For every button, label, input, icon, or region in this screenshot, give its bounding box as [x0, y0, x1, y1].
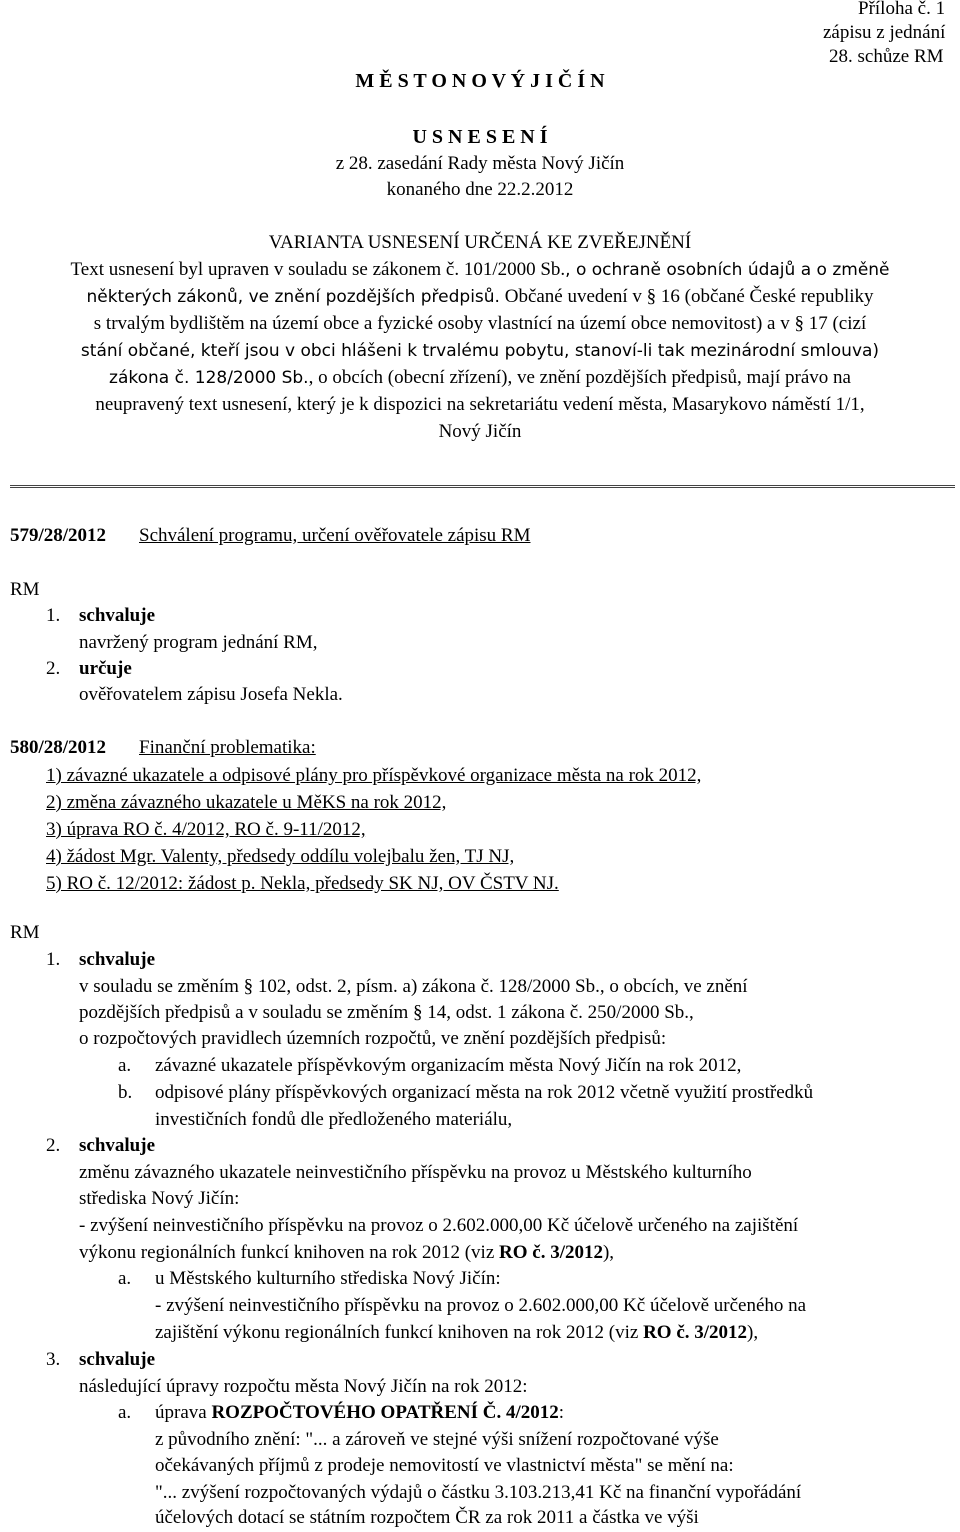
notice-line-3a: s trvalým bydlištěm na území obce a fyzické osoby vlastnící na území obce nemovitost) a v	[93, 313, 795, 334]
sub-item-text: účelových dotací se státním rozpočtem ČR za rok 2011 a částka ve výši	[155, 1507, 699, 1528]
resolution-580-body: RM	[10, 922, 40, 943]
sub-item-text: závazné ukazatele příspěvkovým organizacím města Nový Jičín na rok 2012,	[155, 1055, 742, 1076]
resolution-579-title: Schválení programu, určení ověřovatele zápisu RM	[139, 525, 531, 546]
resolution-580-title: Finanční problematika:	[139, 737, 316, 758]
section-sign-icon: §	[794, 313, 804, 334]
item-text-part: 14, odst. 1 zákona č. 250/2000 Sb.,	[422, 1002, 694, 1023]
notice-line-3b: 17 (cizí	[803, 313, 867, 334]
item-text: střediska Nový Jičín:	[79, 1188, 240, 1209]
topic-item: 3) úprava RO č. 4/2012, RO č. 9-11/2012,	[46, 819, 366, 840]
document-title: U S N E S E N Í	[412, 126, 548, 148]
notice-line-2c: 16 (občané České republiky	[656, 286, 874, 307]
sub-item-text	[155, 1400, 564, 1427]
notice-line-2b: Občané uvedení v	[499, 286, 647, 307]
item-text-part: ),	[747, 1322, 759, 1343]
item-number: 3.	[46, 1349, 61, 1370]
item-text-part: RO č. 3/2012	[643, 1322, 748, 1343]
sub-item-text: u Městského kulturního střediska Nový Jičín:	[155, 1268, 501, 1289]
city-name: M Ě S T O N O V Ý J I Č Í N	[355, 70, 605, 92]
item-verb: schvaluje	[79, 949, 155, 970]
sub-item-letter: a.	[118, 1268, 132, 1289]
item-text-part: úprava	[155, 1402, 212, 1423]
notice-line-2	[0, 284, 960, 311]
notice-line-1	[0, 257, 960, 284]
notice-line-5	[0, 365, 960, 392]
notice-heading: VARIANTA USNESENÍ URČENÁ KE ZVEŘEJNĚNÍ	[268, 232, 692, 253]
item-verb: určuje	[79, 658, 132, 679]
item-text-part: ROZPOČTOVÉHO OPATŘENÍ Č. 4/2012	[211, 1402, 559, 1423]
item-text: navržený program jednání RM,	[79, 632, 318, 653]
item-text	[79, 1240, 614, 1267]
item-number: 1.	[46, 605, 61, 626]
sub-item-text: odpisové plány příspěvkových organizací města na rok 2012 včetně využití prostředků	[155, 1082, 814, 1103]
item-number: 1.	[46, 949, 61, 970]
item-text	[79, 974, 748, 1001]
topic-item: 1) závazné ukazatele a odpisové plány pro příspěvkové organizace města na rok 2012,	[46, 765, 702, 786]
sub-item-text: investičních fondů dle předloženého materiálu,	[155, 1109, 513, 1130]
notice-line-7: Nový Jičín	[438, 421, 522, 442]
notice-line-6: neupravený text usnesení, který je k dispozici na sekretariátu vedení města, Masarykovo náměstí 1/1,	[95, 394, 865, 415]
item-number: 2.	[46, 1135, 61, 1156]
sub-item-text: očekávaných příjmů z prodeje nemovitostí ve vlastnictví města" se mění na:	[155, 1455, 734, 1476]
topic-item: 5) RO č. 12/2012: žádost p. Nekla, předsedy SK NJ, OV ČSTV NJ.	[46, 873, 559, 894]
topic-item: 2) změna závazného ukazatele u MěKS na rok 2012,	[46, 792, 447, 813]
item-text-part: ),	[602, 1242, 615, 1263]
sub-item-letter: a.	[118, 1402, 132, 1423]
resolution-579-body: RM	[10, 579, 40, 600]
sub-item-text	[155, 1320, 758, 1347]
item-text-part: RO č. 3/2012	[499, 1242, 603, 1263]
section-sign-icon: §	[243, 976, 254, 997]
resolution-579-number: 579/28/2012	[10, 525, 107, 546]
item-text-part: :	[558, 1402, 565, 1423]
item-text-part: pozdějších předpisů a v souladu se změním	[79, 1002, 414, 1023]
item-text: ověřovatelem zápisu Josefa Nekla.	[79, 684, 343, 705]
item-number: 2.	[46, 658, 61, 679]
notice-line-3	[0, 311, 960, 338]
notice-line-1b: , o ochraně osobních údajů a o změně	[565, 260, 890, 280]
item-text-part: výkonu regionálních funkcí knihoven na rok 2012 (viz	[79, 1242, 500, 1263]
sub-item-text: - zvýšení neinvestičního příspěvku na provoz o 2.602.000,00 Kč účelově určeného na	[155, 1295, 807, 1316]
item-text: následující úpravy rozpočtu města Nový Jičín na rok 2012:	[79, 1376, 528, 1397]
section-sign-icon: §	[646, 286, 657, 307]
notice-line-5b: , o obcích (obecní zřízení), ve znění pozdějších předpisů, mají právo na	[308, 367, 851, 388]
notice-line-5a: zákona č. 128/2000 Sb.	[109, 368, 309, 388]
separator-line	[10, 485, 955, 488]
item-text-part: zajištění výkonu regionálních funkcí knihoven na rok 2012 (viz	[155, 1322, 644, 1343]
item-text-part: v souladu se změním	[79, 976, 244, 997]
section-sign-icon: §	[413, 1002, 423, 1023]
item-text-part: 102, odst. 2, písm. a) zákona č. 128/2000 Sb., o obcích, ve znění	[253, 976, 748, 997]
item-text: změnu závazného ukazatele neinvestičního příspěvku na provoz u Městského kulturního	[79, 1162, 752, 1183]
item-verb: schvaluje	[79, 1135, 155, 1156]
notice-line-1a: Text usnesení byl upraven v souladu se zákonem č. 101/2000 Sb.	[70, 259, 566, 280]
sub-item-letter: a.	[118, 1055, 132, 1076]
topic-item: 4) žádost Mgr. Valenty, předsedy oddílu volejbalu žen, TJ NJ,	[46, 846, 515, 867]
item-text: - zvýšení neinvestičního příspěvku na provoz o 2.602.000,00 Kč účelově určeného na zajištění	[79, 1215, 799, 1236]
resolution-580-number: 580/28/2012	[10, 737, 107, 758]
notice-line-4: stání občané, kteří jsou v obci hlášeni k trvalému pobytu, stanoví-li tak mezinárodní smlouva)	[80, 341, 880, 361]
notice-line-2a: některých zákonů, ve znění pozdějších předpisů.	[86, 287, 500, 307]
sub-item-text: z původního znění: "... a zároveň ve stejné výši snížení rozpočtované výše	[155, 1429, 719, 1450]
item-verb: schvaluje	[79, 605, 155, 626]
meeting-date: konaného dne 22.2.2012	[386, 179, 574, 200]
sub-item-letter: b.	[118, 1082, 133, 1103]
annex-line-3: 28. schůze RM	[829, 46, 944, 67]
item-text	[79, 1000, 694, 1027]
annex-line-2: zápisu z jednání	[823, 22, 946, 43]
item-verb: schvaluje	[79, 1349, 155, 1370]
item-text: o rozpočtových pravidlech územních rozpočtů, ve znění pozdějších předpisů:	[79, 1028, 667, 1049]
document-subtitle: z 28. zasedání Rady města Nový Jičín	[335, 153, 625, 174]
annex-line-1: Příloha č. 1	[858, 0, 946, 19]
sub-item-text: "... zvýšení rozpočtovaných výdajů o částku 3.103.213,41 Kč na finanční vypořádání	[155, 1482, 802, 1503]
